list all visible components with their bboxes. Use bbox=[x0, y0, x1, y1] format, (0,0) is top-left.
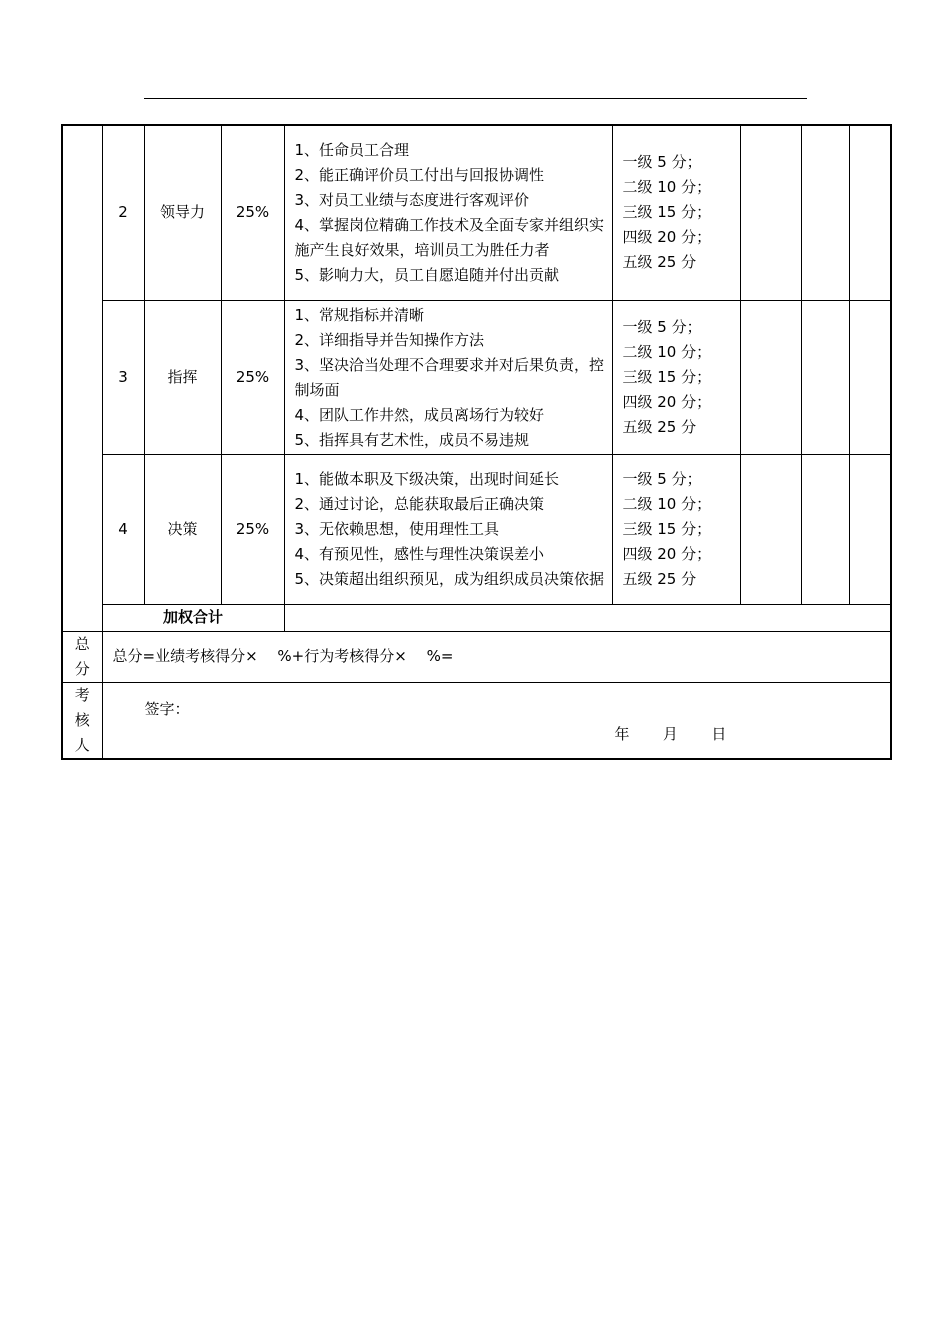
score-cell[interactable] bbox=[801, 125, 849, 300]
level: 四级 20 分； bbox=[622, 228, 712, 247]
criterion: 5、影响力大，员工自愿追随并付出贡献 bbox=[294, 266, 560, 285]
category-cell bbox=[62, 125, 102, 631]
table-row bbox=[62, 454, 891, 604]
table-row bbox=[62, 300, 891, 454]
level: 二级 10 分； bbox=[622, 494, 712, 513]
criterion: 4、团队工作井然，成员离场行为较好 bbox=[294, 405, 545, 424]
row-number: 3 bbox=[102, 300, 144, 454]
level: 二级 10 分； bbox=[622, 178, 712, 197]
item-name: 指挥 bbox=[144, 300, 221, 454]
levels-cell bbox=[612, 300, 740, 454]
score-cell[interactable] bbox=[740, 454, 801, 604]
level: 四级 20 分； bbox=[622, 392, 712, 411]
level: 三级 15 分； bbox=[622, 367, 712, 386]
total-formula: 总分=业绩考核得分× %+行为考核得分× %= bbox=[102, 631, 891, 682]
criterion: 1、能做本职及下级决策，出现时间延长 bbox=[294, 470, 560, 488]
date-day: 日 bbox=[711, 724, 727, 743]
item-name: 领导力 bbox=[144, 125, 221, 300]
criterion: 3、坚决洽当处理不合理要求并对后果负责，控制场面 bbox=[294, 355, 605, 399]
total-score-row bbox=[62, 631, 891, 682]
row-number: 2 bbox=[102, 125, 144, 300]
header-rule bbox=[144, 98, 807, 99]
level: 三级 15 分； bbox=[622, 519, 712, 538]
item-name: 决策 bbox=[144, 454, 221, 604]
weighted-total-row bbox=[62, 604, 891, 631]
table-row bbox=[62, 125, 891, 300]
date-year: 年 bbox=[614, 724, 630, 743]
levels-cell bbox=[612, 125, 740, 300]
evaluation-table bbox=[61, 124, 892, 760]
criterion: 2、详细指导并告知操作方法 bbox=[294, 330, 485, 349]
level: 五级 25 分 bbox=[622, 569, 697, 588]
score-cell[interactable] bbox=[801, 454, 849, 604]
row-number: 4 bbox=[102, 454, 144, 604]
reviewer-row bbox=[62, 682, 891, 759]
signature-label: 签字： bbox=[144, 699, 190, 718]
reviewer-label: 考 核 人 bbox=[62, 682, 102, 759]
levels-cell bbox=[612, 454, 740, 604]
score-cell[interactable] bbox=[849, 125, 891, 300]
score-cell[interactable] bbox=[801, 300, 849, 454]
criterion: 1、常规指标并清晰 bbox=[294, 305, 425, 324]
criterion: 3、无依赖思想，使用理性工具 bbox=[294, 520, 500, 538]
score-cell[interactable] bbox=[849, 454, 891, 604]
score-cell[interactable] bbox=[849, 300, 891, 454]
level: 一级 5 分； bbox=[622, 317, 702, 336]
criteria-cell bbox=[284, 125, 612, 300]
level: 一级 5 分； bbox=[622, 469, 702, 488]
weighted-total-label: 加权合计 bbox=[102, 604, 284, 631]
date-line bbox=[615, 722, 727, 747]
level: 五级 25 分 bbox=[622, 417, 697, 436]
level: 二级 10 分； bbox=[622, 342, 712, 361]
criterion: 2、能正确评价员工付出与回报协调性 bbox=[294, 166, 545, 185]
item-weight: 25% bbox=[221, 125, 284, 300]
item-weight: 25% bbox=[221, 454, 284, 604]
criterion: 4、有预见性，感性与理性决策误差小 bbox=[294, 545, 545, 563]
criterion: 4、掌握岗位精确工作技术及全面专家并组织实施产生良好效果，培训员工为胜任力者 bbox=[294, 216, 605, 260]
criterion: 5、指挥具有艺术性，成员不易违规 bbox=[294, 430, 530, 449]
criterion: 1、任命员工合理 bbox=[294, 141, 410, 160]
criterion: 5、决策超出组织预见，成为组织成员决策依据 bbox=[294, 570, 605, 588]
criterion: 2、通过讨论，总能获取最后正确决策 bbox=[294, 495, 545, 513]
score-cell[interactable] bbox=[740, 125, 801, 300]
item-weight: 25% bbox=[221, 300, 284, 454]
level: 一级 5 分； bbox=[622, 153, 702, 172]
weighted-total-value[interactable] bbox=[284, 604, 891, 631]
level: 三级 15 分； bbox=[622, 203, 712, 222]
score-cell[interactable] bbox=[740, 300, 801, 454]
date-month: 月 bbox=[662, 724, 678, 743]
criteria-cell bbox=[284, 454, 612, 604]
criteria-cell bbox=[284, 300, 612, 454]
signature-cell[interactable] bbox=[102, 682, 891, 759]
criterion: 3、对员工业绩与态度进行客观评价 bbox=[294, 191, 530, 210]
level: 四级 20 分； bbox=[622, 544, 712, 563]
level: 五级 25 分 bbox=[622, 253, 697, 272]
total-label: 总 分 bbox=[62, 631, 102, 682]
